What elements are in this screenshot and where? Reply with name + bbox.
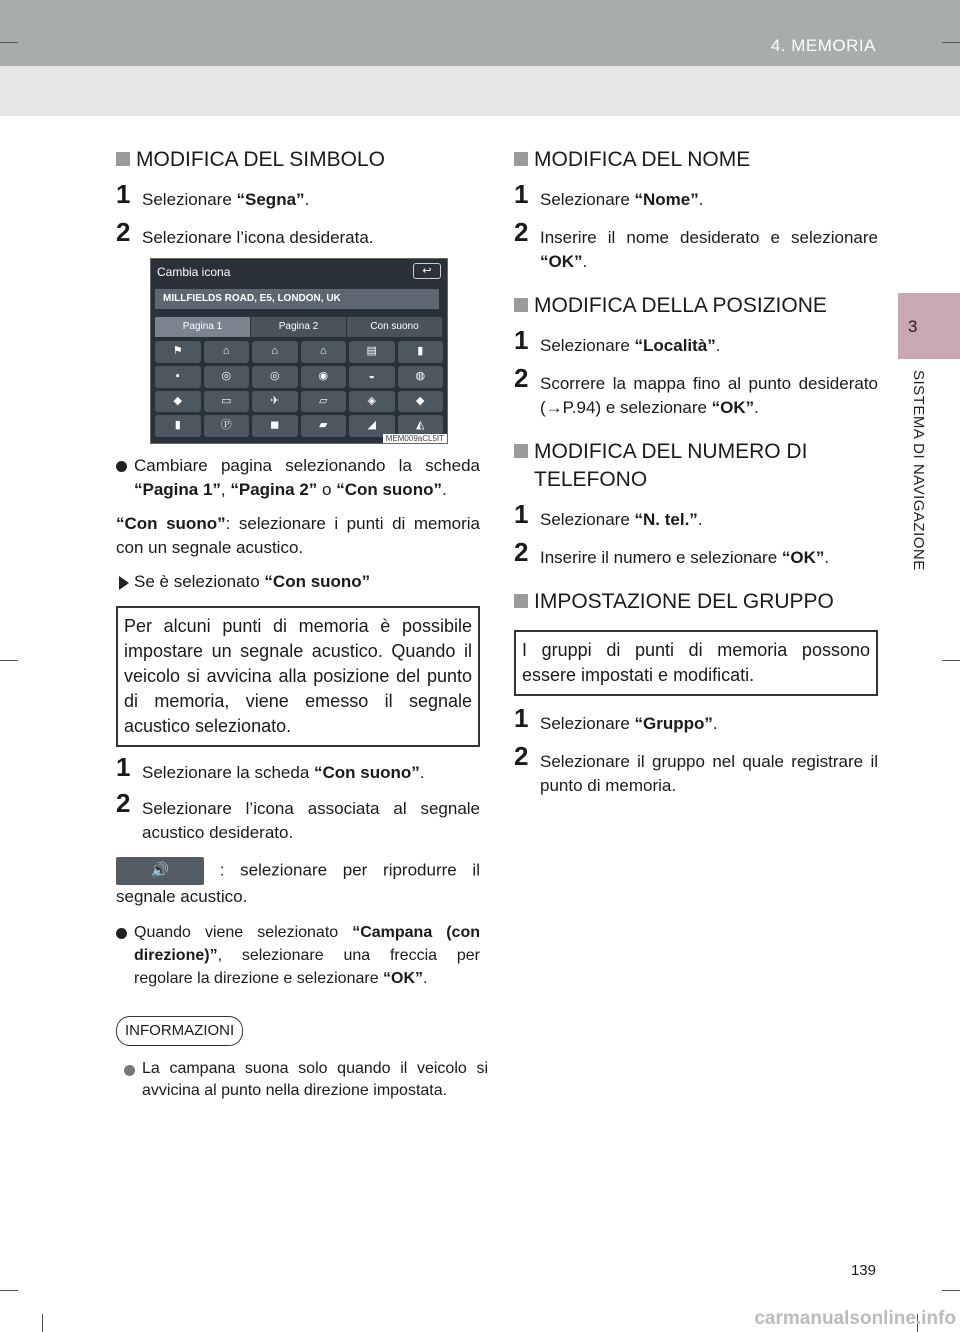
- page-number: 139: [850, 1262, 876, 1279]
- section-number: 3: [908, 317, 918, 336]
- step-1-phone: 1 Selezionare “N. tel.”.: [514, 499, 703, 529]
- right-column: [514, 146, 878, 798]
- paragraph-with-sound: “Con suono”: selezionare i punti di memoria con un segnale acustico.: [116, 514, 480, 557]
- left-column: [116, 146, 480, 250]
- info-section: [116, 1016, 480, 1046]
- section-heading: MODIFICA DEL SIMBOLO: [116, 146, 480, 174]
- poi-icon[interactable]: ▰: [301, 415, 347, 437]
- tab-page-2[interactable]: Pagina 2: [251, 317, 347, 337]
- back-button[interactable]: ↩: [413, 263, 441, 279]
- icon-grid: [155, 341, 443, 437]
- left-column-lower: [116, 454, 488, 1102]
- image-code: MEM009aCL5IT: [383, 434, 447, 443]
- poi-icon[interactable]: ◭: [398, 415, 444, 437]
- poi-icon[interactable]: ◼: [252, 415, 298, 437]
- poi-icon[interactable]: ◈: [349, 391, 395, 413]
- screen-title: Cambia icona: [157, 265, 231, 279]
- poi-icon[interactable]: ◆: [398, 391, 444, 413]
- step-2: 2 Selezionare l’icona desiderata.: [116, 217, 374, 247]
- poi-icon[interactable]: ▪: [155, 366, 201, 388]
- poi-icon[interactable]: ▭: [204, 391, 250, 413]
- poi-icon[interactable]: ▤: [349, 341, 395, 363]
- speaker-icon: 🔊: [116, 857, 204, 885]
- poi-icon[interactable]: ▮: [155, 415, 201, 437]
- step-2-phone: 2 Inserire il numero e selezionare “OK”.: [514, 537, 830, 567]
- crop-mark: [0, 42, 18, 43]
- crop-mark: [0, 660, 18, 661]
- screen-tabs: [155, 317, 443, 337]
- section-heading: IMPOSTAZIONE DEL GRUPPO: [514, 588, 878, 616]
- poi-icon[interactable]: ◍: [398, 366, 444, 388]
- poi-icon[interactable]: ◆: [155, 391, 201, 413]
- crop-mark: [942, 1290, 960, 1291]
- poi-icon[interactable]: ▮: [398, 341, 444, 363]
- info-label: INFORMAZIONI: [116, 1016, 243, 1046]
- speaker-description: 🔊 : selezionare per riprodurre il segnale acustico.: [116, 857, 480, 909]
- section-heading: MODIFICA DELLA POSIZIONE: [514, 292, 878, 320]
- poi-icon[interactable]: ◢: [349, 415, 395, 437]
- crop-mark: [42, 1314, 43, 1332]
- poi-icon[interactable]: ◎: [204, 366, 250, 388]
- poi-icon[interactable]: ◉: [301, 366, 347, 388]
- step-1-sound: 1 Selezionare la scheda “Con suono”.: [116, 752, 425, 782]
- step-1-group: 1 Selezionare “Gruppo”.: [514, 703, 718, 733]
- poi-icon[interactable]: ◒: [349, 366, 395, 388]
- bullet-change-page: Cambiare pagina selezionando la scheda “Pagina 1”, “Pagina 2” o “Con suono”.: [116, 454, 480, 502]
- note-box: Per alcuni punti di memoria è possibile impostare un segnale acustico. Quando il veicolo si avvicina alla posizione del punto di memoria, viene emesso il segnale acustico selezionato.: [116, 606, 480, 747]
- chapter-title: 4. MEMORIA: [770, 36, 876, 55]
- section-heading: MODIFICA DEL NUMERO DI TELEFONO: [514, 438, 878, 494]
- poi-icon[interactable]: ⚑: [155, 341, 201, 363]
- section-tab: [898, 293, 960, 359]
- header-band: [0, 66, 960, 116]
- poi-icon[interactable]: ▱: [301, 391, 347, 413]
- poi-icon[interactable]: ✈: [252, 391, 298, 413]
- section-side-label: [898, 370, 927, 610]
- screenshot-change-icon: [150, 258, 448, 444]
- subheading-with-sound: Se è selezionato “Con suono”: [116, 570, 480, 594]
- section-title: SISTEMA DI NAVIGAZIONE: [910, 370, 927, 571]
- header-bar: [0, 0, 960, 66]
- watermark: carmanualsonline.info: [754, 1308, 956, 1329]
- info-text: La campana suona solo quando il veicolo si avvicina al punto nella direzione impostata.: [124, 1058, 488, 1102]
- section-heading: MODIFICA DEL NOME: [514, 146, 878, 174]
- step-1-position: 1 Selezionare “Località”.: [514, 325, 721, 355]
- crop-mark: [0, 1290, 18, 1291]
- step-2-group: 2 Selezionare il gruppo nel quale registrare il punto di memoria.: [514, 741, 878, 795]
- crop-mark: [942, 42, 960, 43]
- poi-icon[interactable]: ⌂: [252, 341, 298, 363]
- poi-icon[interactable]: ◎: [252, 366, 298, 388]
- bullet-bell-direction: Quando viene selezionato “Campana (con direzione)”, selezionare una freccia per regolare la direzione e selezionare “OK”.: [116, 921, 480, 990]
- step-2-position: 2 Scorrere la mappa fino al punto desiderato (→P.94) e selezionare “OK”.: [514, 363, 878, 417]
- step-2-sound: 2 Selezionare l’icona associata al segnale acustico desiderato.: [116, 788, 480, 842]
- note-box: I gruppi di punti di memoria possono essere impostati e modificati.: [514, 630, 878, 696]
- crop-mark: [942, 660, 960, 661]
- poi-icon[interactable]: ⌂: [204, 341, 250, 363]
- poi-icon[interactable]: ⌂: [301, 341, 347, 363]
- poi-icon[interactable]: Ⓟ: [204, 415, 250, 437]
- tab-with-sound[interactable]: Con suono: [347, 317, 443, 337]
- step-1: 1 Selezionare “Segna”.: [116, 179, 310, 209]
- step-2-name: 2 Inserire il nome desiderato e selezionare “OK”.: [514, 217, 878, 271]
- step-1-name: 1 Selezionare “Nome”.: [514, 179, 704, 209]
- address-bar: MILLFIELDS ROAD, E5, LONDON, UK: [155, 289, 439, 309]
- tab-page-1[interactable]: Pagina 1: [155, 317, 251, 337]
